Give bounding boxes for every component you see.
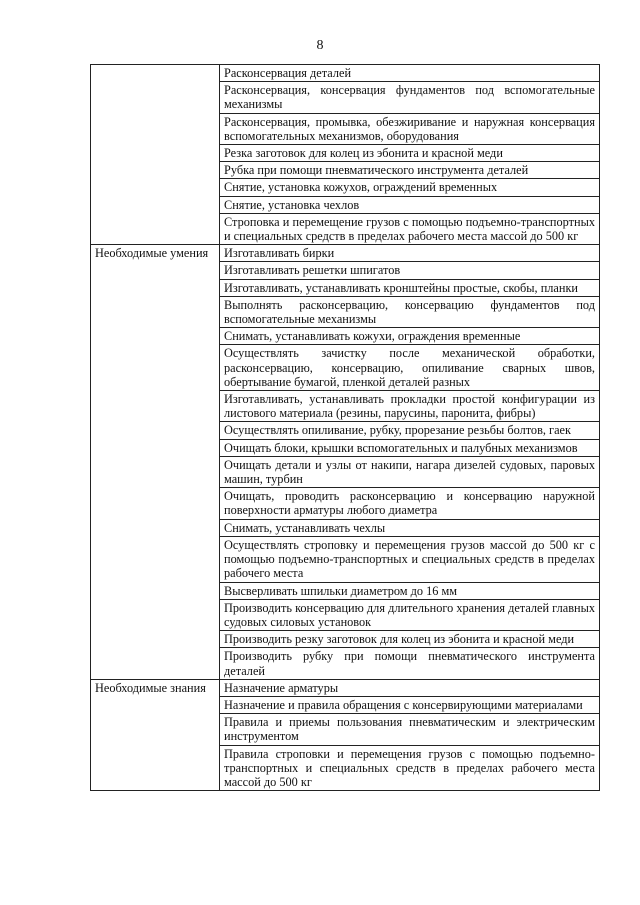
requirement-item: Расконсервация деталей [220,65,600,82]
requirement-item: Назначение арматуры [220,679,600,696]
requirement-item: Расконсервация, промывка, обезжиривание и наружная консервация вспомогательных механизмов, оборудования [220,113,600,144]
requirement-item: Строповка и перемещение грузов с помощью подъемно-транспортных и специальных средств в пределах рабочего места массой до 500 кг [220,213,600,244]
requirement-item: Очищать детали и узлы от накипи, нагара дизелей судовых, паровых машин, турбин [220,456,600,487]
section-label: Необходимые умения [91,245,220,679]
requirement-item: Снимать, устанавливать кожухи, ограждения временные [220,328,600,345]
requirements-table-body [91,65,600,791]
requirement-item: Снятие, установка чехлов [220,196,600,213]
requirement-item: Высверливать шпильки диаметром до 16 мм [220,582,600,599]
requirement-item: Правила строповки и перемещения грузов с помощью подъемно-транспортных и специальных средств в пределах рабочего места массой до 500 кг [220,745,600,791]
requirement-item: Осуществлять зачистку после механической обработки, расконсервацию, консервацию, опиливание сварных швов, обертывание бумагой, пленкой деталей разных [220,345,600,391]
requirement-item: Выполнять расконсервацию, консервацию фундаментов под вспомогательные механизмы [220,296,600,327]
requirement-item: Резка заготовок для колец из эбонита и красной меди [220,145,600,162]
requirement-item: Снимать, устанавливать чехлы [220,519,600,536]
requirement-item: Осуществлять строповку и перемещения грузов массой до 500 кг с помощью подъемно-транспортных и специальных средств в пределах рабочего места [220,536,600,582]
requirement-item: Расконсервация, консервация фундаментов под вспомогательные механизмы [220,82,600,113]
table-row [91,245,600,262]
section-label [91,65,220,245]
requirement-item: Производить консервацию для длительного хранения деталей главных судовых силовых установок [220,599,600,630]
requirement-item: Изготавливать, устанавливать прокладки простой конфигурации из листового материала (резины, парусины, паронита, фибры) [220,391,600,422]
requirement-item: Изготавливать решетки шпигатов [220,262,600,279]
requirement-item: Производить резку заготовок для колец из эбонита и красной меди [220,631,600,648]
requirement-item: Рубка при помощи пневматического инструмента деталей [220,162,600,179]
page-number: 8 [316,38,324,53]
requirement-item: Правила и приемы пользования пневматическим и электрическим инструментом [220,714,600,745]
requirement-item: Изготавливать бирки [220,245,600,262]
requirement-item: Осуществлять опиливание, рубку, прорезание резьбы болтов, гаек [220,422,600,439]
requirement-item: Производить рубку при помощи пневматического инструмента деталей [220,648,600,679]
requirement-item: Снятие, установка кожухов, ограждений временных [220,179,600,196]
requirement-item: Очищать блоки, крышки вспомогательных и палубных механизмов [220,439,600,456]
table-row [91,65,600,82]
requirement-item: Очищать, проводить расконсервацию и консервацию наружной поверхности арматуры любого диаметра [220,488,600,519]
requirements-table [90,64,600,791]
table-row [91,679,600,696]
section-label: Необходимые знания [91,679,220,790]
requirement-item: Назначение и правила обращения с консервирующими материалами [220,696,600,713]
requirement-item: Изготавливать, устанавливать кронштейны простые, скобы, планки [220,279,600,296]
